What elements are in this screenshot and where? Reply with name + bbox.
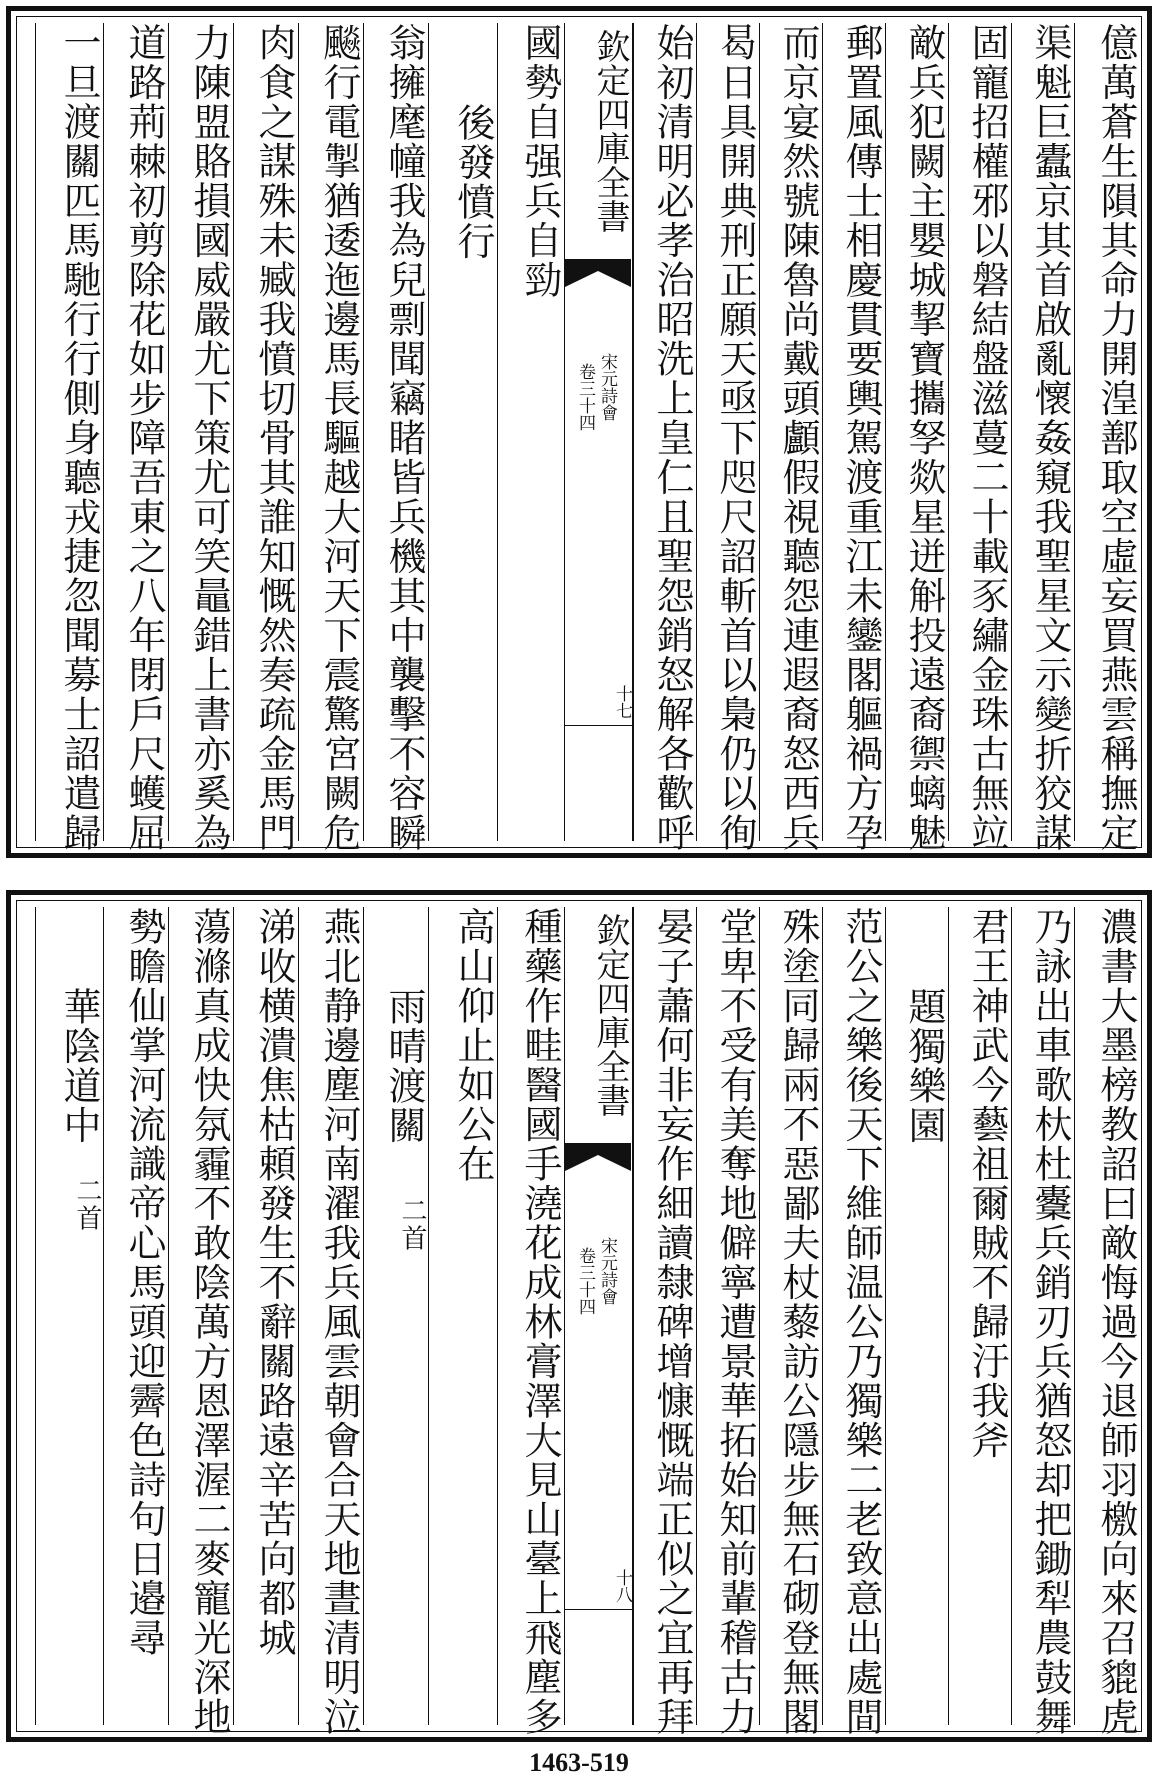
page-label: 十八 [612,1569,632,1603]
column-text: 蕩滌真成快氛霾不敢陰萬方恩澤渥二麥寵光深地 [187,907,231,1737]
column-text: 飈行電掣猶逶迤邊馬長驅越大河天下震驚宮闕危 [317,23,361,853]
text-column [633,907,696,1737]
fishtail-mark [565,1143,631,1171]
column-text: 范公之樂後天下維師温公乃獨樂二老致意出處間 [839,907,883,1737]
text-column [168,23,233,853]
poem-count-note: 二首 [72,1177,102,1232]
column-text: 殊塗同歸兩不惡鄙夫杖藜訪公隱步無石砌登無閣 [776,907,820,1737]
column-text: 一旦渡關匹馬馳行行側身聽戎捷忽聞募士詔遣歸 [57,23,101,853]
center-strip [564,907,633,1725]
poem-title: 題獨樂園 [902,987,946,1145]
text-column [428,23,497,841]
column-text: 渠魁巨蠹京其首啟亂懷姦窺我聖星文示變折狡謀 [1028,23,1072,853]
text-column [497,23,564,841]
text-column [822,907,885,1737]
text-column [1074,907,1140,1737]
text-column [497,907,564,1737]
column-text: 翁擁麾幢我為兒剽聞竊睹皆兵機其中襲擊不容瞬 [382,23,426,853]
text-column [35,907,103,1725]
column-text: 濃書大墨榜教詔曰敵悔過今退師羽檄向來召貔虎 [1094,907,1138,1737]
text-column [696,907,759,1737]
column-text: 郵置風傳士相慶貫要輿駕渡重江未鑾閣軀禍方孕 [839,23,883,853]
poem-title: 華陰道中 [57,987,101,1145]
center-strip [564,23,633,841]
text-column [1011,907,1074,1737]
text-column [759,907,822,1737]
text-column [298,23,363,853]
text-column [363,907,428,1725]
text-column [428,907,497,1725]
text-column [759,23,822,853]
volume-number: 卷三十四 [575,363,595,431]
text-column [103,23,168,853]
text-column [1011,23,1074,853]
page-label: 十七 [612,685,632,719]
text-column [168,907,233,1737]
column-text: 億萬蒼生隕其命力開湟鄯取空虛妄買燕雲稱撫定 [1094,23,1138,853]
text-column [822,23,885,853]
text-column [948,23,1011,853]
poem-title: 雨晴渡關 [382,987,426,1145]
book-title: 欽定四庫全書 [590,29,630,233]
text-column [298,907,363,1737]
column-text: 堂卑不受有美奪地僻寧遭景華拓始知前輩稽古力 [713,907,757,1737]
column-text: 始初清明必孝治昭洗上皇仁且聖怨銷怒解各歡呼 [650,23,694,853]
text-column [1074,23,1140,853]
column-text: 肉食之謀殊未臧我憤切骨其誰知慨然奏疏金馬門 [252,23,296,853]
text-column [696,23,759,853]
text-column [948,907,1011,1725]
text-column [103,907,168,1725]
page-number: 1463-519 [529,1748,629,1777]
column-text: 高山仰止如公在 [451,907,495,1184]
column-text: 乃詠出車歌杕杜櫜兵銷刃兵猶怒却把鋤犁農鼓舞 [1028,907,1072,1737]
column-text: 晏子蕭何非妄作細讀隸碑增慷慨端正似之宜再拜 [650,907,694,1737]
fishtail-mark [565,259,631,287]
bottom-page [6,890,1152,1742]
book-title: 欽定四庫全書 [590,913,630,1117]
column-text: 君王神武今藝祖爾賊不歸汙我斧 [965,907,1009,1460]
volume-number: 卷三十四 [575,1247,595,1315]
column-text: 而京宴然號陳魯尚戴頭顱假視聽怨連遐裔怒西兵 [776,23,820,853]
poem-count-note: 二首 [397,1197,427,1252]
text-column [363,23,428,853]
text-column [885,907,948,1725]
text-column [35,23,103,853]
collection-title: 宋元詩會 [597,1237,617,1305]
column-text: 敵兵犯闕主嬰城挈寶攜孥欻星迸斛投遠裔禦螭魅 [902,23,946,853]
text-column [233,23,298,853]
text-column [633,23,696,853]
column-text: 勢瞻仙掌河流識帝心馬頭迎霽色詩句日邉尋 [122,907,166,1658]
collection-title: 宋元詩會 [597,353,617,421]
column-text: 燕北静邊塵河南濯我兵風雲朝會合天地晝清明泣 [317,907,361,1737]
column-text: 曷日具開典刑正願天亟下咫尺詔斬首以梟仍以徇 [713,23,757,853]
column-text: 道路荊棘初剪除花如步障吾東之八年閉戶尺蠖屈 [122,23,166,853]
column-text: 涕收横潰焦枯頼發生不辭關路遠辛苦向都城 [252,907,296,1658]
column-text: 固寵招權邪以磐結盤滋蔓二十載豕繡金珠古無竝 [965,23,1009,853]
column-text: 力陳盟賂損國威嚴尤下策尤可笑鼂錯上書亦奚為 [187,23,231,853]
column-text: 種藥作畦醫國手澆花成林膏澤大見山臺上飛塵多 [518,907,562,1737]
top-page [6,6,1152,858]
poem-title: 國勢自强兵自勁 [518,23,562,300]
poem-title: 後發憤行 [451,103,495,261]
strip-rule [565,725,632,726]
strip-rule [565,1609,632,1610]
text-column [885,23,948,853]
text-column [233,907,298,1725]
